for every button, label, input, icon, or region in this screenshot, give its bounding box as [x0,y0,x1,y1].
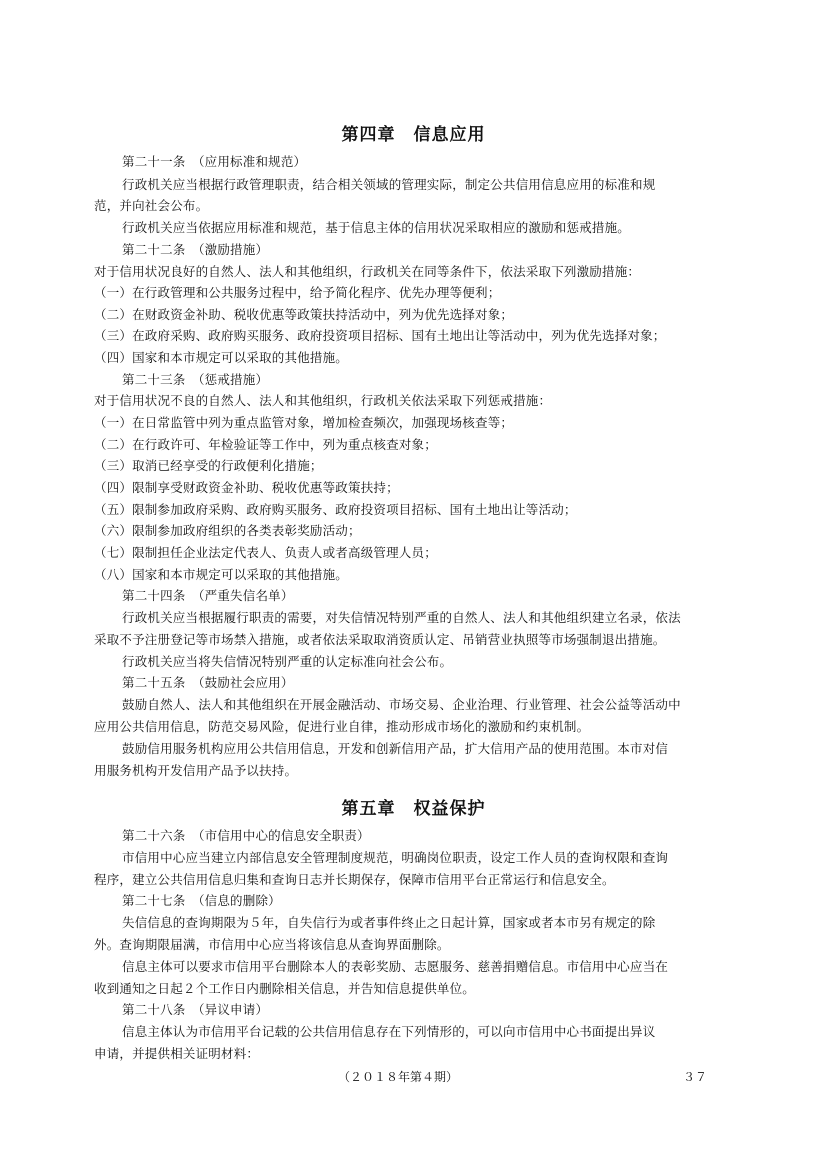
article-heading: 第二十四条 （严重失信名单） [122,588,294,603]
paragraph-line: 范，并向社会公布。 [94,198,209,213]
paragraph-line: 行政机关应当根据履行职责的需要，对失信情况特别严重的自然人、法人和其他组织建立名录，依法 [122,610,681,625]
paragraph-line: 申请，并提供相关证明材料： [94,1046,260,1061]
paragraph-line: 鼓励自然人、法人和其他组织在开展金融活动、市场交易、企业治理、行业管理、社会公益等活动中 [122,697,681,712]
list-item: （六）限制参加政府组织的各类表彰奖励活动； [94,523,361,538]
paragraph-line: 对于信用状况良好的自然人、法人和其他组织，行政机关在同等条件下，依法采取下列激励措施： [94,264,641,279]
paragraph-line: 对于信用状况不良的自然人、法人和其他组织，行政机关依法采取下列惩戒措施： [94,393,552,408]
paragraph-line: 收到通知之日起２个工作日内删除相关信息，并告知信息提供单位。 [94,981,476,996]
list-item: （五）限制参加政府采购、政府购买服务、政府投资项目招标、国有土地出让等活动； [94,502,577,517]
list-item: （一）在行政管理和公共服务过程中，给予简化程序、优先办理等便利； [94,285,501,300]
paragraph-line: 鼓励信用服务机构应用公共信用信息，开发和创新信用产品，扩大信用产品的使用范围。本市对信 [122,741,669,756]
paragraph-line: 外。查询期限届满，市信用中心应当将该信息从查询界面删除。 [94,937,450,952]
paragraph-line: 行政机关应当将失信情况特别严重的认定标准向社会公布。 [122,654,453,669]
chapter-number: 第五章 [341,799,396,819]
paragraph-line: 市信用中心应当建立内部信息安全管理制度规范，明确岗位职责，设定工作人员的查询权限和查询 [122,850,669,865]
list-item: （二）在财政资金补助、税收优惠等政策扶持活动中，列为优先选择对象； [94,307,514,322]
page-number: ３７ [683,1070,708,1084]
paragraph-line: 信息主体认为市信用平台记载的公共信用信息存在下列情形的，可以向市信用中心书面提出异议 [122,1024,656,1039]
paragraph-line: 用服务机构开发信用产品予以扶持。 [94,763,298,778]
article-heading: 第二十一条 （应用标准和规范） [122,154,307,169]
chapter-heading [0,794,827,819]
list-item: （四）限制享受财政资金补助、税收优惠等政策扶持； [94,480,399,495]
list-item: （七）限制担任企业法定代表人、负责人或者高级管理人员； [94,545,437,560]
article-heading: 第二十三条 （惩戒措施） [122,372,269,387]
paragraph-line: 行政机关应当依据应用标准和规范，基于信息主体的信用状况采取相应的激励和惩戒措施。 [122,220,631,235]
chapter-number: 第四章 [341,125,396,145]
list-item: （二）在行政许可、年检验证等工作中，列为重点核查对象； [94,437,437,452]
paragraph-line: 应用公共信用信息，防范交易风险，促进行业自律，推动形成市场化的激励和约束机制。 [94,719,590,734]
list-item: （八）国家和本市规定可以采取的其他措施。 [94,567,349,582]
paragraph-line: 程序，建立公共信用信息归集和查询日志并长期保存，保障市信用平台正常运行和信息安全。 [94,872,615,887]
paragraph-line: 行政机关应当根据行政管理职责，结合相关领域的管理实际，制定公共信用信息应用的标准和规 [122,177,656,192]
paragraph-line: 信息主体可以要求市信用平台删除本人的表彰奖励、志愿服务、慈善捐赠信息。市信用中心应当在 [122,959,669,974]
paragraph-line: 失信信息的查询期限为５年，自失信行为或者事件终止之日起计算，国家或者本市另有规定的除 [122,915,656,930]
list-item: （四）国家和本市规定可以采取的其他措施。 [94,350,349,365]
article-heading: 第二十七条 （信息的删除） [122,893,281,908]
list-item: （三）在政府采购、政府购买服务、政府投资项目招标、国有土地出让等活动中，列为优先选择对象； [94,328,666,343]
chapter-title: 权益保护 [413,799,486,819]
article-heading: 第二十五条 （鼓励社会应用） [122,675,294,690]
list-item: （三）取消已经享受的行政便利化措施； [94,458,323,473]
chapter-title: 信息应用 [413,125,486,145]
paragraph-line: 采取不予注册登记等市场禁入措施，或者依法采取取消资质认定、吊销营业执照等市场强制退出措施。 [94,632,666,647]
article-heading: 第二十六条 （市信用中心的信息安全职责） [122,828,370,843]
issue-label: （２０１８年第４期） [338,1070,459,1084]
article-heading: 第二十二条 （激励措施） [122,242,269,257]
chapter-heading [0,120,827,145]
article-heading: 第二十八条 （异议申请） [122,1002,269,1017]
list-item: （一）在日常监管中列为重点监管对象，增加检查频次，加强现场核查等； [94,415,514,430]
